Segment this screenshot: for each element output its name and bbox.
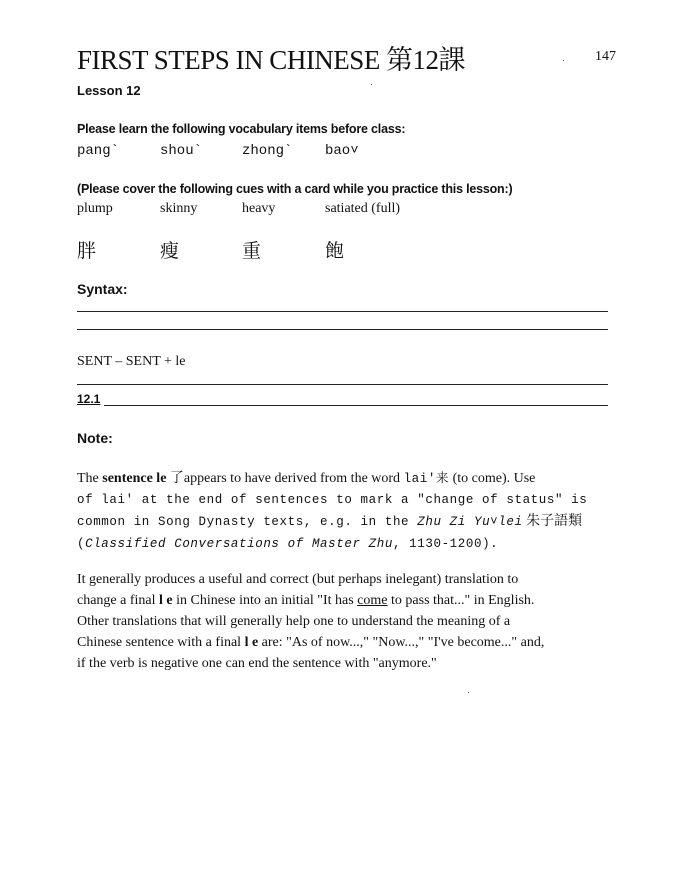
paragraph-line: (Classified Conversations of Master Zhu, 1130-1200). bbox=[77, 537, 499, 551]
scan-speck bbox=[468, 692, 469, 693]
gloss-item: skinny bbox=[160, 201, 198, 216]
note-paragraph-2 bbox=[77, 569, 617, 674]
gloss-item: heavy bbox=[242, 201, 276, 216]
vocab-instruction: Please learn the following vocabulary items before class: bbox=[77, 122, 406, 136]
note-paragraph-1 bbox=[77, 468, 617, 555]
blank-line bbox=[77, 329, 608, 330]
paragraph-line: Chinese sentence with a final l e are: "As of now...," "Now...," "I've become..." and, bbox=[77, 635, 545, 650]
section-number: 12.1 bbox=[77, 392, 101, 406]
page-title: FIRST STEPS IN CHINESE 第12課 bbox=[77, 45, 466, 75]
gloss-item: satiated (full) bbox=[325, 201, 401, 216]
paragraph-line: if the verb is negative one can end the sentence with "anymore." bbox=[77, 656, 437, 671]
character-item: 胖 bbox=[77, 240, 97, 262]
cue-instruction: (Please cover the following cues with a card while you practice this lesson:) bbox=[77, 182, 513, 196]
paragraph-line: Other translations that will generally help one to understand the meaning of a bbox=[77, 614, 511, 629]
character-item: 重 bbox=[242, 240, 262, 262]
lesson-label: Lesson 12 bbox=[77, 83, 141, 98]
scan-speck bbox=[371, 84, 372, 85]
romanization-item: pang` bbox=[77, 143, 120, 159]
character-item: 飽 bbox=[325, 240, 345, 262]
syntax-label: Syntax: bbox=[77, 281, 128, 297]
scan-speck bbox=[563, 60, 564, 61]
romanization-item: bao˅ bbox=[325, 143, 359, 159]
paragraph-line: change a final l e in Chinese into an initial "It has come to pass that..." in English. bbox=[77, 593, 535, 608]
paragraph-line: common in Song Dynasty texts, e.g. in the Zhu Zi Yu˅lei 朱子語類 bbox=[77, 514, 583, 529]
gloss-item: plump bbox=[77, 201, 113, 216]
romanization-item: zhong` bbox=[242, 143, 293, 159]
paragraph-line: of lai′ at the end of sentences to mark a "change of status" is bbox=[77, 493, 588, 507]
paragraph-line: The sentence le 了appears to have derived from the word lai′来 (to come). Use bbox=[77, 471, 536, 486]
syntax-formula: SENT – SENT + le bbox=[77, 354, 186, 369]
note-label: Note: bbox=[77, 430, 113, 446]
romanization-item: shou` bbox=[160, 143, 203, 159]
page-number: 147 bbox=[595, 49, 616, 64]
paragraph-line: It generally produces a useful and correct (but perhaps inelegant) translation to bbox=[77, 572, 519, 587]
blank-line bbox=[77, 311, 608, 312]
blank-line bbox=[104, 405, 608, 406]
character-item: 瘦 bbox=[160, 240, 180, 262]
blank-line bbox=[77, 384, 608, 385]
